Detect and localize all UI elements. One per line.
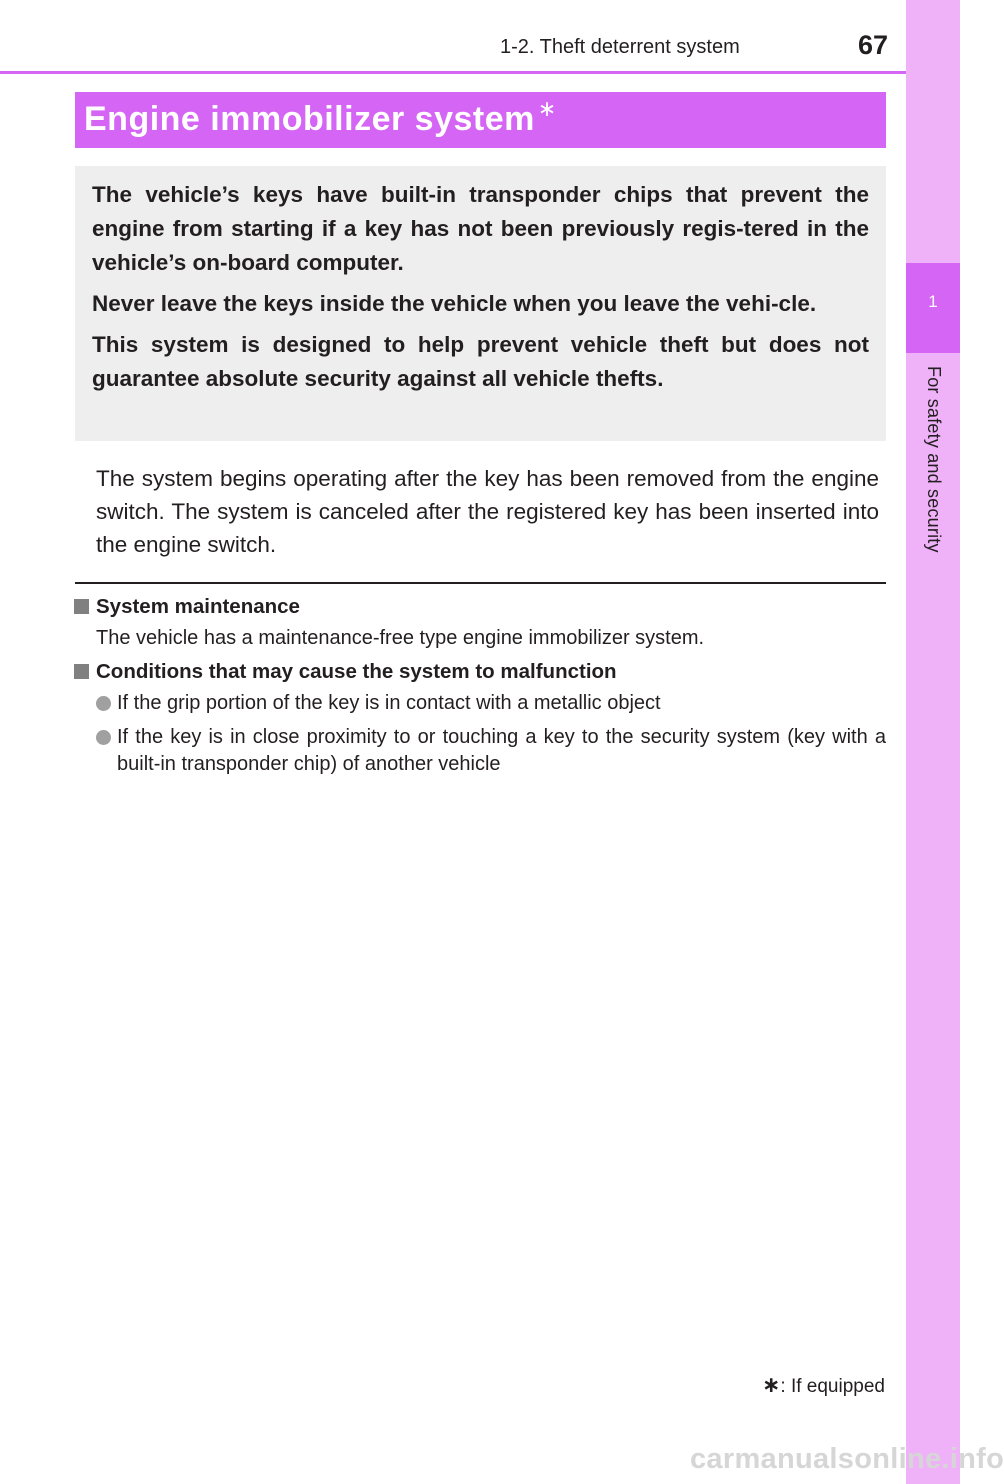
intro-paragraph: Never leave the keys inside the vehicle when you leave the vehi-cle. — [92, 291, 817, 316]
section-divider — [75, 582, 886, 584]
page-title-text: Engine immobilizer system — [84, 100, 535, 138]
list-item: If the key is in close proximity to or touching a key to the security system (key with a built-in transponder chip) of another vehicle — [117, 726, 886, 775]
square-bullet-icon — [74, 599, 89, 614]
section-heading: System maintenance — [96, 595, 300, 618]
section-text: The vehicle has a maintenance-free type engine immobilizer system. — [96, 627, 705, 649]
section-title: 1-2. Theft deterrent system — [500, 36, 740, 58]
chapter-label: For safety and security — [924, 366, 944, 553]
intro-paragraph: The vehicle’s keys have built-in transponder chips that prevent the engine from starting if a key has not been previously regis-tered in the vehicle’s on-board computer. — [92, 182, 869, 275]
round-bullet-icon — [96, 696, 111, 711]
intro-box — [75, 166, 886, 441]
page-title — [84, 96, 557, 139]
body-paragraph: The system begins operating after the key has been removed from the engine switch. The system is canceled after the registered key has been inserted into the engine switch. — [96, 466, 879, 557]
list-item: If the grip portion of the key is in contact with a metallic object — [117, 692, 661, 714]
chapter-side-tab — [906, 0, 960, 1484]
section-heading: Conditions that may cause the system to malfunction — [96, 660, 617, 683]
square-bullet-icon — [74, 664, 89, 679]
footnote-mark: ∗ — [761, 1372, 781, 1397]
title-bar — [75, 92, 886, 148]
watermark: carmanualsonline.info — [690, 1443, 1004, 1475]
chapter-number: 1 — [928, 292, 938, 311]
footnote-text: : If equipped — [780, 1376, 885, 1397]
page-number: 67 — [858, 30, 889, 60]
round-bullet-icon — [96, 730, 111, 745]
footnote — [762, 1372, 885, 1398]
header-rule — [0, 71, 906, 74]
equipped-mark: ∗ — [537, 96, 557, 121]
intro-paragraph: This system is designed to help prevent vehicle theft but does not guarantee absolute security against all vehicle thefts. — [92, 332, 869, 391]
